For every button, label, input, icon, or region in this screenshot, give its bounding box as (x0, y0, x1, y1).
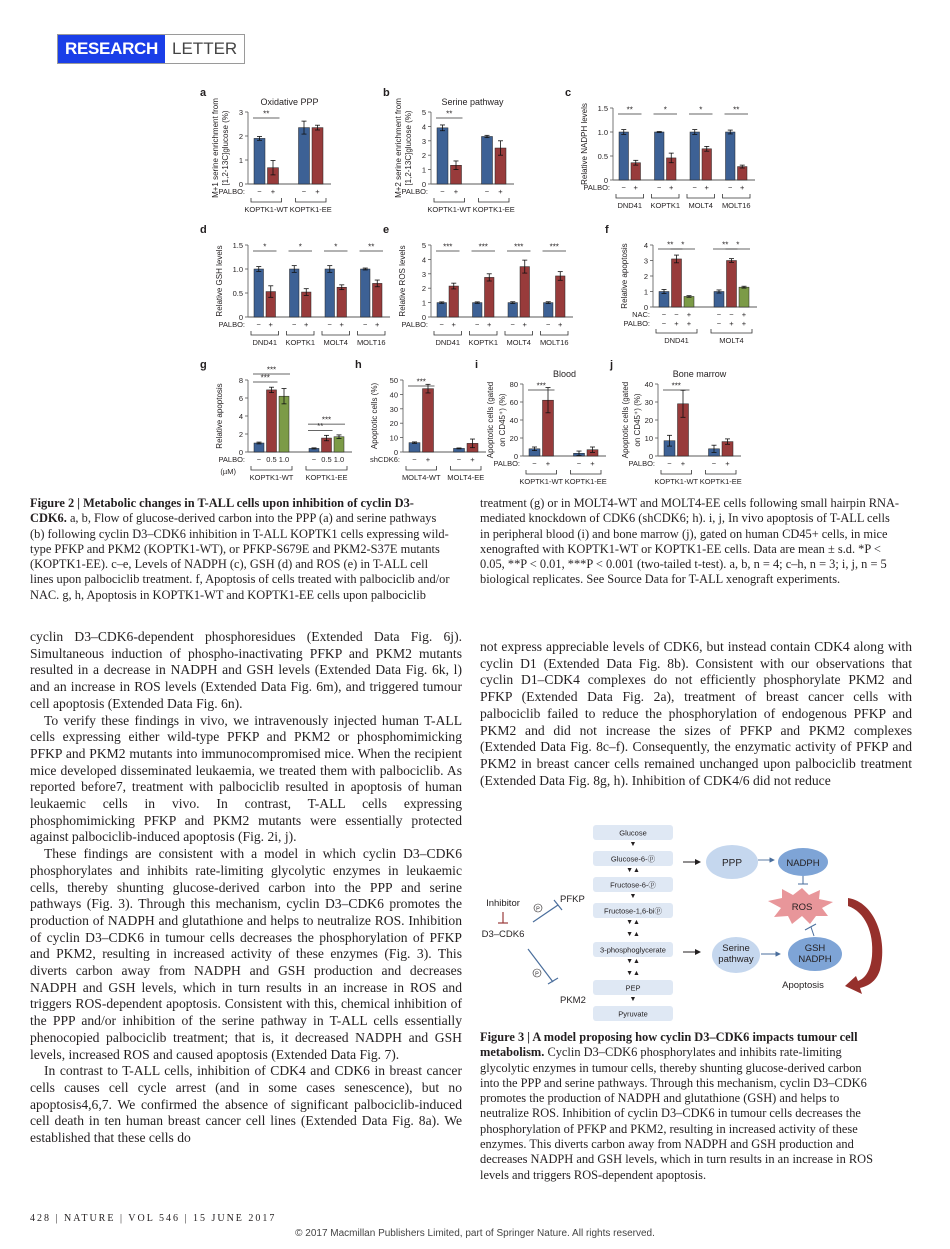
svg-text:P: P (535, 971, 539, 978)
svg-text:***: *** (549, 242, 559, 252)
svg-text:PALBO:: PALBO: (628, 459, 655, 468)
svg-text:DND41: DND41 (664, 336, 689, 345)
svg-text:1: 1 (421, 298, 426, 308)
chart-panel-g (200, 360, 360, 490)
svg-text:−: − (475, 320, 480, 329)
svg-text:+: + (729, 319, 734, 328)
svg-text:KOPTK1-EE: KOPTK1-EE (699, 477, 742, 486)
paragraph: In contrast to T-ALL cells, inhibition of CDK4 and CDK6 in breast cancer cells causes cell cycle arrest (and in some cases senescence), but no apoptosis4,6,7. We confirmed the absence of significant palbociclib-induced cell death in ten human breast cancer cell lines (Extended Data Fig. 8a). We established that these cells do (30, 1063, 462, 1146)
svg-text:+: + (545, 459, 551, 468)
svg-text:−: − (716, 319, 722, 328)
svg-text:−: − (363, 320, 368, 329)
svg-text:0: 0 (421, 313, 426, 322)
svg-text:+: + (669, 183, 674, 192)
svg-text:80: 80 (509, 380, 518, 389)
svg-text:▼▲: ▼▲ (626, 970, 640, 977)
paragraph: These findings are consistent with a model in which cyclin D3–CDK6 phosphorylates and inhibits rate-limiting glycolytic enzymes in leukaemic cells, thereby shunting glucose-derived carbon into the PPP and serine pathways (Fig. 3). Through this mechanism, cyclin D3–CDK6 promotes the production of NADPH and glutathione and helps to neutralize ROS. Inhibition of cyclin D3–CDK6 in tumour cells decreases the phosphorylation of PFKP and PKM2, resulting in increased activity of these enzymes (Fig. 3). This diverts carbon away from NADPH and GSH production and decreases NADPH and GSH levels, which in turn results in an increase in ROS and triggers ROS-dependent apoptosis. Consistent with this, chemical inhibition of the PPP and/or inhibition of the serine pathway in T-ALL cells essentially phenocopied palbociclib treatment; that is, it decreased NADPH and GSH levels, increased ROS and caused apoptosis (Extended Data Fig. 7). (30, 846, 462, 1062)
svg-text:60: 60 (509, 398, 518, 407)
ros-label: ROS (791, 902, 813, 913)
svg-text:MOLT4-EE: MOLT4-EE (447, 473, 485, 482)
svg-text:−: − (440, 187, 445, 196)
svg-text:**: ** (667, 240, 674, 250)
svg-text:−: − (256, 320, 261, 329)
nadph-label: NADPH (786, 858, 820, 869)
svg-text:Fructose-1,6-biⓟ: Fructose-1,6-biⓟ (604, 906, 662, 916)
pkm2-label: PKM2 (560, 995, 586, 1006)
svg-text:0: 0 (238, 448, 243, 457)
svg-text:MOLT16: MOLT16 (721, 201, 751, 210)
svg-text:10: 10 (389, 433, 398, 443)
paragraph: To verify these findings in vivo, we intravenously injected human T-ALL cells expressing either wild-type PFKP and PKM2 or phosphomimicking PFKP and PKM2 mutants into immunocompromised mice. When the recipient mice developed disseminated leukaemia, we treated them with palbociclib. As reported before7, treatment with palbociclib resulted in apoptosis of human leukaemic cells in vivo. In contrast, T-ALL cells expressing phosphomimicking PFKP and PKM2 mutants were essentially protected against palbociclib-induced apoptosis (Fig. 2i, j). (30, 712, 462, 845)
svg-text:+: + (741, 310, 747, 319)
svg-text:Glucose: Glucose (619, 828, 647, 838)
svg-text:+: + (558, 320, 563, 329)
svg-text:h: h (355, 359, 362, 371)
svg-text:MOLT4: MOLT4 (688, 201, 713, 210)
svg-text:−: − (576, 459, 582, 468)
svg-text:0: 0 (393, 448, 398, 457)
page-footer-citation: 428 | NATURE | VOL 546 | 15 JUNE 2017 (30, 1213, 277, 1224)
chart-panel-j (610, 360, 760, 490)
svg-text:+: + (674, 319, 679, 328)
svg-text:MOLT16: MOLT16 (539, 338, 569, 347)
svg-text:**: ** (446, 109, 453, 119)
svg-text:+: + (470, 455, 475, 464)
svg-text:+: + (686, 319, 692, 328)
svg-text:***: *** (443, 242, 453, 252)
svg-text:0: 0 (648, 452, 653, 461)
svg-text:KOPTK1-WT: KOPTK1-WT (427, 205, 472, 214)
svg-text:shCDK6:: shCDK6: (369, 455, 400, 464)
svg-text:4: 4 (421, 122, 426, 132)
svg-text:a: a (200, 87, 207, 99)
svg-text:▼▲: ▼▲ (626, 919, 640, 926)
svg-text:1.5: 1.5 (232, 241, 243, 250)
svg-text:KOPTK1-WT: KOPTK1-WT (654, 477, 699, 486)
svg-text:−: − (667, 459, 672, 468)
svg-text:40: 40 (644, 380, 653, 389)
svg-text:**: ** (733, 105, 740, 115)
svg-text:***: *** (416, 377, 426, 387)
svg-text:PALBO:: PALBO: (583, 183, 610, 192)
svg-text:1.0: 1.0 (232, 265, 243, 274)
svg-text:▼▲: ▼▲ (626, 931, 640, 938)
svg-text:MOLT4: MOLT4 (506, 338, 531, 347)
svg-text:Relative apoptosis: Relative apoptosis (620, 243, 629, 309)
svg-text:MOLT4: MOLT4 (719, 336, 744, 345)
svg-text:***: *** (266, 365, 277, 375)
svg-text:0.5: 0.5 (321, 455, 332, 464)
svg-text:−: − (311, 455, 317, 464)
svg-text:−: − (661, 319, 667, 328)
svg-text:+: + (375, 320, 380, 329)
svg-text:***: *** (321, 415, 332, 425)
svg-text:DND41: DND41 (435, 338, 461, 347)
svg-text:PEP: PEP (625, 983, 641, 993)
svg-text:0: 0 (421, 180, 426, 189)
svg-text:KOPTK1: KOPTK1 (468, 338, 499, 347)
gsh-label: GSH (804, 943, 826, 954)
svg-text:+: + (590, 459, 595, 468)
svg-text:Relative apoptosis: Relative apoptosis (215, 383, 224, 449)
kinase-label: D3–CDK6 (481, 929, 525, 940)
svg-text:4: 4 (643, 241, 648, 250)
svg-text:NAC:: NAC: (632, 310, 650, 319)
svg-text:−: − (532, 459, 537, 468)
svg-text:KOPTK1-WT: KOPTK1-WT (244, 205, 289, 214)
svg-text:NADPH: NADPH (798, 954, 832, 965)
svg-text:+: + (498, 187, 503, 196)
svg-text:PALBO:: PALBO: (493, 459, 520, 468)
svg-text:PALBO:: PALBO: (401, 187, 428, 196)
svg-text:d: d (200, 224, 207, 236)
svg-text:DND41: DND41 (617, 201, 643, 210)
svg-text:M+1 serine enrichment from: M+1 serine enrichment from (211, 98, 220, 198)
svg-text:0: 0 (238, 313, 243, 322)
chart-panel-c (565, 88, 765, 223)
svg-text:1.0: 1.0 (278, 455, 290, 464)
badge-research: RESEARCH (58, 35, 165, 63)
svg-text:KOPTK1: KOPTK1 (285, 338, 316, 347)
svg-text:−: − (301, 187, 307, 196)
figure3-caption-text: Cyclin D3–CDK6 phosphorylates and inhibits rate-limiting glycolytic enzymes in tumour cells, thereby shunting glucose-derived carbon into the PPP and serine pathways. Through this mechanism, cyclin D3–CDK6 promotes the production of NADPH and glutathione (GSH) and helps to neutralize ROS. Inhibition of cyclin D3–CDK6 in tumour cells decreases the phosphorylation of PFKP and PKM2, resulting in increased activity of these enzymes. This diverts carbon away from NADPH and GSH production and decreases NADPH and GSH levels, which in turn results in an increase in ROS levels and triggers ROS-dependent apoptosis. (480, 1045, 873, 1182)
svg-text:MOLT4: MOLT4 (323, 338, 348, 347)
svg-text:+: + (268, 320, 273, 329)
figure2-caption-left (30, 496, 450, 603)
svg-text:▼: ▼ (629, 996, 637, 1003)
svg-text:on CD45⁺) (%): on CD45⁺) (%) (498, 393, 507, 447)
svg-text:−: − (729, 310, 734, 319)
svg-text:50: 50 (389, 376, 398, 385)
svg-text:Blood: Blood (552, 369, 577, 379)
svg-text:[1,2-13C]glucose (%): [1,2-13C]glucose (%) (404, 110, 413, 186)
svg-text:−: − (674, 310, 679, 319)
svg-text:i: i (475, 359, 479, 371)
pathway-boxes (593, 825, 673, 1021)
svg-text:20: 20 (389, 419, 398, 429)
apoptosis-arrow (845, 898, 882, 994)
svg-text:+: + (522, 320, 527, 329)
svg-text:f: f (605, 224, 609, 236)
svg-text:+: + (487, 320, 492, 329)
svg-text:KOPTK1-EE: KOPTK1-EE (289, 205, 332, 214)
copyright-notice: © 2017 Macmillan Publishers Limited, part of Springer Nature. All rights reserved. (295, 1228, 655, 1239)
svg-text:+: + (315, 187, 320, 196)
serine-label: Serine (722, 943, 750, 954)
figure2-caption-right (480, 496, 900, 588)
svg-text:5: 5 (421, 108, 426, 117)
figure3-caption-title: Figure 3 | A model proposing how cyclin D3–CDK6 impacts tumour cell metabolism. (480, 1030, 858, 1060)
svg-text:1: 1 (643, 287, 648, 297)
svg-text:DND41: DND41 (252, 338, 278, 347)
svg-text:−: − (292, 320, 297, 329)
svg-text:▼: ▼ (629, 841, 637, 848)
svg-text:PALBO:: PALBO: (218, 187, 245, 196)
svg-text:−: − (657, 183, 662, 192)
svg-text:−: − (439, 320, 444, 329)
svg-text:1.0: 1.0 (333, 455, 345, 464)
svg-text:−: − (546, 320, 551, 329)
svg-text:**: ** (263, 109, 270, 119)
svg-text:−: − (728, 183, 733, 192)
svg-text:KOPTK1-EE: KOPTK1-EE (305, 473, 348, 482)
svg-text:−: − (327, 320, 332, 329)
svg-text:−: − (716, 310, 722, 319)
svg-text:Relative ROS levels: Relative ROS levels (398, 245, 407, 317)
paragraph: cyclin D3–CDK6-dependent phosphoresidues (Extended Data Fig. 6j). Simultaneous induction of phospho-inactivating PFKP and PKM2 mutants resulted in a decrease in NADPH and GSH levels (Extended Data Fig. 6k, l) and an increase in ROS levels (Extended Data Fig. 6m), and triggered tumour cell apoptosis (Extended Data Fig. 6n). (30, 629, 462, 711)
figure3-diagram (470, 820, 920, 1025)
svg-text:***: *** (478, 242, 488, 252)
svg-text:Apoptotic cells (gated: Apoptotic cells (gated (486, 381, 495, 459)
svg-text:*: * (699, 105, 703, 115)
svg-text:***: *** (671, 381, 681, 391)
svg-text:*: * (681, 240, 685, 250)
svg-text:*: * (298, 242, 302, 252)
svg-text:+: + (740, 183, 745, 192)
svg-text:+: + (453, 187, 459, 196)
svg-text:+: + (270, 187, 276, 196)
chart-panel-e (383, 225, 573, 355)
svg-text:2: 2 (238, 132, 243, 141)
chart-panel-i (475, 360, 615, 490)
svg-text:Oxidative PPP: Oxidative PPP (260, 97, 319, 107)
svg-text:e: e (383, 224, 390, 236)
svg-text:3-phosphoglycerate: 3-phosphoglycerate (600, 945, 666, 955)
svg-text:0.5: 0.5 (266, 455, 277, 464)
svg-text:−: − (711, 459, 717, 468)
svg-text:KOPTK1-EE: KOPTK1-EE (472, 205, 515, 214)
svg-text:P: P (536, 906, 540, 913)
svg-text:40: 40 (389, 390, 398, 400)
svg-text:2: 2 (421, 151, 426, 161)
svg-text:Pyruvate: Pyruvate (618, 1009, 648, 1019)
svg-text:−: − (484, 187, 490, 196)
svg-text:0: 0 (603, 176, 608, 185)
svg-text:*: * (263, 242, 267, 252)
svg-text:b: b (383, 87, 390, 99)
svg-text:1: 1 (238, 156, 243, 165)
svg-text:*: * (663, 105, 667, 115)
svg-text:20: 20 (644, 416, 653, 425)
svg-text:−: − (456, 455, 462, 464)
svg-text:−: − (692, 183, 697, 192)
svg-text:Relative NADPH levels: Relative NADPH levels (580, 103, 589, 185)
svg-text:Bone marrow: Bone marrow (672, 369, 727, 379)
apoptosis-label: Apoptosis (782, 980, 824, 991)
chart-panel-f (605, 225, 770, 355)
svg-text:KOPTK1-WT: KOPTK1-WT (519, 477, 564, 486)
svg-text:+: + (704, 183, 709, 192)
svg-text:**: ** (722, 240, 729, 250)
svg-text:+: + (425, 455, 431, 464)
svg-text:PALBO:: PALBO: (218, 320, 245, 329)
svg-text:+: + (633, 183, 638, 192)
section-badge (57, 34, 245, 64)
svg-text:pathway: pathway (718, 954, 754, 965)
svg-text:−: − (661, 310, 667, 319)
svg-text:+: + (686, 310, 692, 319)
svg-text:30: 30 (389, 404, 398, 414)
svg-text:Fructose-6-ⓟ: Fructose-6-ⓟ (610, 880, 656, 890)
svg-text:3: 3 (421, 269, 426, 279)
svg-text:(µM): (µM) (220, 467, 236, 476)
svg-text:+: + (741, 319, 747, 328)
svg-text:1.5: 1.5 (597, 104, 608, 113)
svg-text:1.0: 1.0 (597, 128, 608, 137)
svg-text:Glucose-6-ⓟ: Glucose-6-ⓟ (610, 854, 656, 864)
body-column-left (30, 629, 462, 1147)
svg-text:▼▲: ▼▲ (626, 958, 640, 965)
svg-text:0: 0 (238, 180, 243, 189)
svg-text:PALBO:: PALBO: (218, 455, 245, 464)
svg-text:M+2 serine enrichment from: M+2 serine enrichment from (394, 98, 403, 198)
svg-text:+: + (680, 459, 686, 468)
svg-text:1: 1 (421, 165, 426, 175)
pfkp-label: PFKP (560, 894, 585, 905)
svg-text:5: 5 (421, 241, 426, 250)
chart-panel-h (355, 359, 485, 490)
svg-text:−: − (256, 455, 262, 464)
svg-text:+: + (451, 320, 456, 329)
svg-text:**: ** (626, 105, 633, 115)
svg-text:c: c (565, 87, 572, 99)
figure2-caption-title: Figure 2 | Metabolic changes in T-ALL cells upon inhibition of cyclin D3-CDK6. (30, 496, 414, 526)
badge-letter: LETTER (165, 35, 244, 63)
svg-text:0.5: 0.5 (597, 152, 608, 161)
svg-text:PALBO:: PALBO: (623, 319, 650, 328)
svg-text:40: 40 (509, 416, 518, 425)
svg-text:2: 2 (238, 430, 243, 439)
svg-text:−: − (412, 455, 417, 464)
ppp-label: PPP (721, 858, 743, 869)
svg-text:8: 8 (238, 376, 243, 385)
svg-text:[1,2-13C]glucose (%): [1,2-13C]glucose (%) (221, 110, 230, 186)
svg-text:3: 3 (238, 108, 243, 117)
svg-text:KOPTK1-WT: KOPTK1-WT (249, 473, 294, 482)
svg-text:+: + (304, 320, 309, 329)
svg-text:30: 30 (644, 398, 653, 407)
svg-text:4: 4 (238, 412, 243, 421)
svg-text:6: 6 (238, 394, 243, 403)
svg-text:4: 4 (421, 255, 426, 265)
inhibitor-label: Inhibitor (486, 898, 520, 909)
svg-text:*: * (736, 240, 740, 250)
svg-text:Relative GSH levels: Relative GSH levels (215, 245, 224, 317)
figure2-caption-text: a, b, Flow of glucose-derived carbon into the PPP (a) and serine pathways (b) following cyclin D3–CDK6 inhibition in T-ALL KOPTK1 cells expressing wild-type PFKP and PKM2 (KOPTK1-WT), or PFKP-S679E and PKM2-S37E mutants (KOPTK1-EE). c–e, Levels of NADPH (c), GSH (d) and ROS (e) in T-ALL cell lines upon palbociclib treatment. f, Apoptosis of cells treated with palbociclib and/or NAC. g, h, Apoptosis in KOPTK1-WT and KOPTK1-EE cells upon palbociclib (30, 511, 450, 602)
chart-panel-b (383, 88, 553, 223)
svg-text:2: 2 (643, 272, 648, 281)
svg-text:on CD45⁺) (%): on CD45⁺) (%) (633, 393, 642, 447)
svg-text:MOLT16: MOLT16 (356, 338, 386, 347)
svg-text:Apoptotic cells (%): Apoptotic cells (%) (370, 382, 379, 450)
chart-panel-a (200, 88, 370, 223)
svg-text:***: *** (536, 381, 546, 391)
figure3-caption (480, 1030, 880, 1183)
svg-text:**: ** (317, 421, 324, 431)
svg-text:***: *** (514, 242, 524, 252)
svg-text:▼: ▼ (629, 893, 637, 900)
svg-text:3: 3 (643, 256, 648, 266)
svg-text:MOLT4-WT: MOLT4-WT (401, 473, 441, 482)
svg-text:KOPTK1-EE: KOPTK1-EE (564, 477, 607, 486)
paragraph: not express appreciable levels of CDK6, but instead contain CDK4 along with cyclin D1 (Extended Data Fig. 8b). Consistent with our observations that cyclin D1–CDK4 complexes do not efficiently phosphorylate PKM2 and PFKP (Extended Data Fig. 2a), treatment of breast cancer cells with palbociclib failed to reduce the phosphorylation of endogenous PFKP and PKM2 and did not increase the sizes of PFKP and PKM2 complexes (Extended Data Fig. 8c–f). Consequently, the enzymatic activity of PFKP and PKM2 in breast cancer cells remained unchanged upon palbociclib treatment (Extended Data Fig. 8g, h). Inhibition of CDK4/6 did not reduce (480, 639, 912, 788)
figure2-caption-text-cont: treatment (g) or in MOLT4-WT and MOLT4-EE cells following small hairpin RNA-mediated knockdown of CDK6 (shCDK6; h). i, j, In vivo apoptosis of T-ALL cells in peripheral blood (i) and bone marrow (j), gated on human CD45+ cells, in mice xenografted with KOPTK1-WT or KOPTK1-EE cells. Data are mean ± s.d. *P < 0.05, **P < 0.01, ***P < 0.001 (two-tailed t-test). a, b, n = 4; c–h, n = 3; i, j, n = 5 biological replicates. See Source Data for T-ALL xenograft experiments. (480, 496, 900, 587)
svg-text:2: 2 (421, 284, 426, 294)
svg-text:0: 0 (513, 452, 518, 461)
svg-text:0.5: 0.5 (232, 289, 243, 298)
body-column-right (480, 639, 912, 789)
svg-text:3: 3 (421, 136, 426, 146)
svg-text:j: j (610, 359, 614, 371)
svg-text:g: g (200, 359, 207, 371)
svg-text:PALBO:: PALBO: (401, 320, 428, 329)
svg-text:10: 10 (644, 434, 653, 443)
chart-panel-d (200, 224, 386, 355)
svg-text:−: − (510, 320, 515, 329)
svg-text:***: *** (260, 373, 270, 383)
svg-text:−: − (257, 187, 262, 196)
svg-text:KOPTK1: KOPTK1 (650, 201, 681, 210)
svg-text:Serine pathway: Serine pathway (441, 97, 504, 107)
svg-text:0: 0 (643, 303, 648, 312)
svg-text:▼▲: ▼▲ (626, 867, 640, 874)
svg-text:+: + (339, 320, 344, 329)
svg-text:+: + (725, 459, 730, 468)
svg-text:−: − (621, 183, 626, 192)
svg-text:**: ** (368, 242, 375, 252)
svg-text:20: 20 (509, 434, 518, 443)
svg-text:*: * (334, 242, 338, 252)
svg-text:Apoptotic cells (gated: Apoptotic cells (gated (621, 381, 630, 459)
